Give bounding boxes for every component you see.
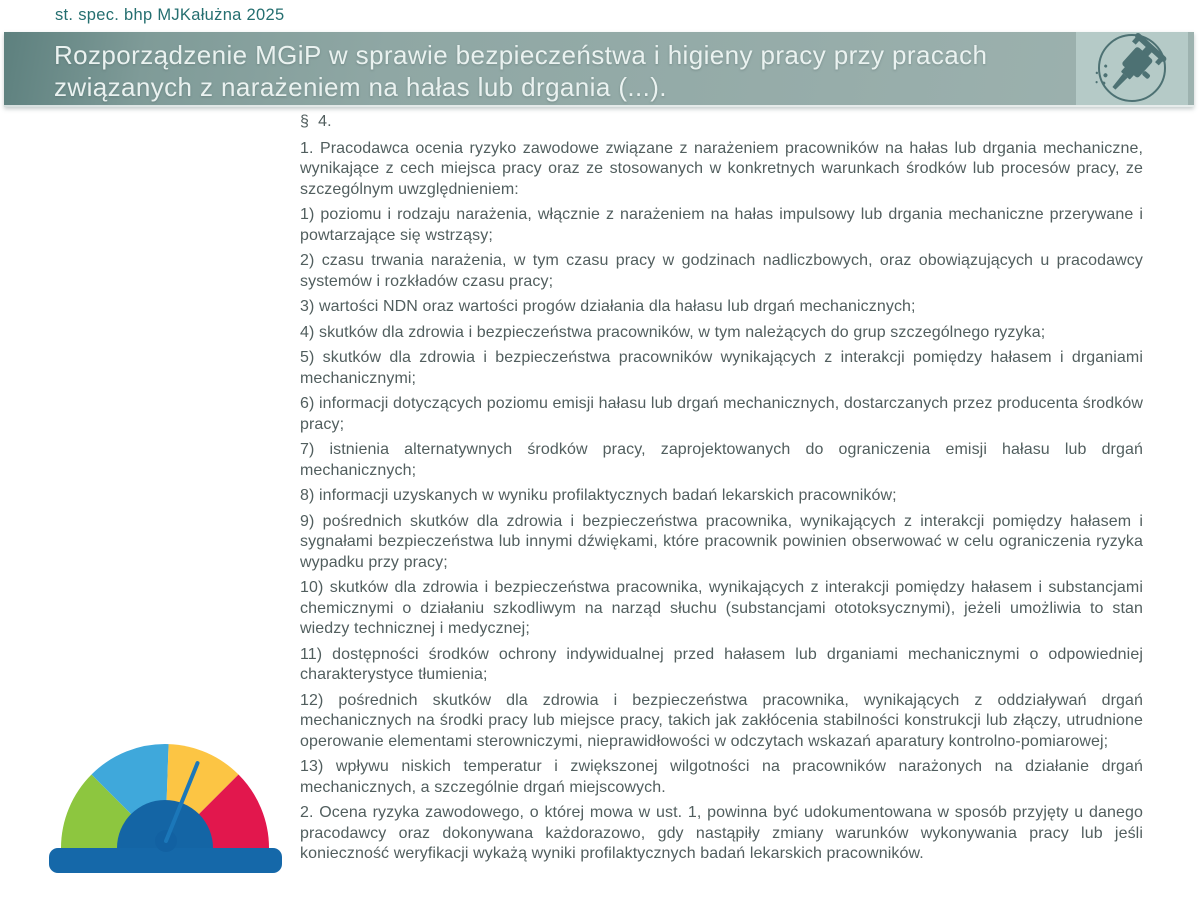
legal-paragraph: 12) pośrednich skutków dla zdrowia i bezpieczeństwa pracownika, wynikających z oddziaływań drgań mechanicznych na środki pracy lub miejsce pracy, takich jak zakłócenia stabilności konstrukcji lub złączy, utrudnione operowanie elementami sterowniczymi, nieprawidłowości w odczytach wskazań aparatury kontrolno-pomiarowej; <box>300 691 1143 750</box>
slide-title-bar <box>4 32 1194 107</box>
legal-paragraph: 10) skutków dla zdrowia i bezpieczeństwa pracownika, wynikających z interakcji pomiędzy hałasem i substancjami chemicznymi o działaniu szkodliwym na narząd słuchu (substancjami ototoksycznymi), jeżeli umożliwia to stan wiedzy technicznej i medycznej; <box>300 579 1143 637</box>
legal-paragraph: 6) informacji dotyczących poziomu emisji hałasu lub drgań mechanicznych, dostarczanych przez producenta środków pracy; <box>300 395 1143 433</box>
legal-paragraph: 2) czasu trwania narażenia, w tym czasu pracy w godzinach nadliczbowych, oraz obowiązujących u pracodawcy systemów i rozkładów czasu pracy; <box>300 252 1143 290</box>
risk-gauge <box>45 733 295 883</box>
legal-paragraph: 13) wpływu niskich temperatur i zwiększonej wilgotności na pracowników narażonych na działanie drgań mechanicznych, a szczególnie drgań miejscowych. <box>300 758 1143 796</box>
legal-paragraph: 11) dostępności środków ochrony indywidualnej przed hałasem lub drganiami mechanicznymi o odpowiedniej charakterystyce tłumienia; <box>300 645 1143 683</box>
author-attribution: st. spec. bhp MJKałużna 2025 <box>55 6 285 24</box>
legal-paragraph: 4) skutków dla zdrowia i bezpieczeństwa pracowników, w tym należących do grup szczególnego ryzyka; <box>300 323 1046 341</box>
section-marker: § 4. <box>300 113 332 130</box>
legal-paragraph: 5) skutków dla zdrowia i bezpieczeństwa pracowników wynikających z interakcji pomiędzy hałasem i drganiami mechanicznymi; <box>300 349 1143 387</box>
legal-text <box>300 112 1143 870</box>
slide-title <box>54 39 1064 103</box>
legal-paragraph: 3) wartości NDN oraz wartości progów działania dla hałasu lub drgań mechanicznych; <box>300 298 916 315</box>
slide-title-line2: związanych z narażeniem na hałas lub drgania (...). <box>54 72 667 102</box>
legal-paragraph: 7) istnienia alternatywnych środków pracy, zaprojektowanych do ograniczenia emisji hałasu lub drgań mechanicznych; <box>300 441 1143 479</box>
legal-paragraph: 1) poziomu i rodzaju narażenia, włącznie z narażeniem na hałas impulsowy lub drgania mechaniczne przerywane i powtarzające się wstrząsy; <box>300 206 1143 244</box>
legal-paragraph: 2. Ocena ryzyka zawodowego, o której mowa w ust. 1, powinna być udokumentowana w sposób przyjęty u danego pracodawcy oraz dokonywana każdorazowo, gdy nastąpiły zmiany warunków wykonywania pracy lub jeśli konieczność weryfikacji wykażą wyniki profilaktycznych badań lekarskich pracowników. <box>300 804 1143 862</box>
legal-paragraph: 1. Pracodawca ocenia ryzyko zawodowe związane z narażeniem pracowników na hałas lub drgania mechaniczne, wynikające z cech miejsca pracy oraz ze stosowanych w konkretnych warunkach środków lub procesów pracy, ze szczególnym uwzględnieniem: <box>300 139 1143 198</box>
legal-paragraph: 8) informacji uzyskanych w wyniku profilaktycznych badań lekarskich pracowników; <box>300 487 897 504</box>
slide-title-line1: Rozporządzenie MGiP w sprawie bezpieczeństwa i higieny pracy przy pracach <box>54 40 988 70</box>
jackhammer-icon <box>1076 32 1188 105</box>
legal-paragraph: 9) pośrednich skutków dla zdrowia i bezpieczeństwa pracownika, wynikających z interakcji pomiędzy hałasem i sygnałami bezpieczeństwa lub innymi dźwiękami, które pracownik powinien obserwować w celu ograniczenia ryzyka wypadku przy pracy; <box>300 512 1143 571</box>
